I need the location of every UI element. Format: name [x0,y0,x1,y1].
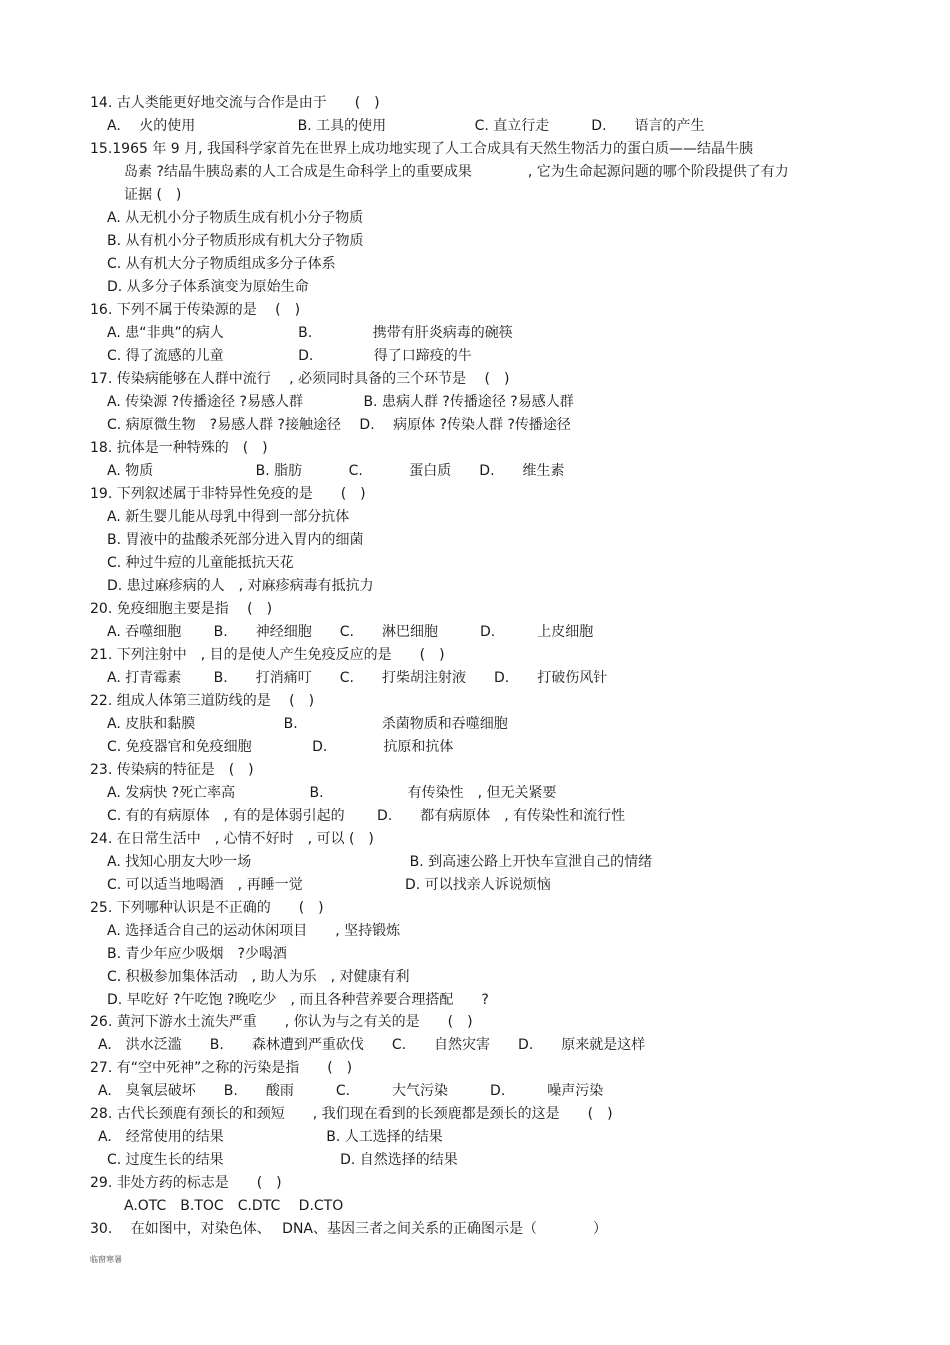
question-19-option-c: C. 种过牛痘的儿童能抵抗天花 [107,555,294,571]
question-23-options-ab: A. 发病快 ?死亡率高 B. 有传染性 , 但无关紧要 [107,785,557,801]
question-16-stem: 16. 下列不属于传染源的是 ( ) [90,302,301,318]
question-26-stem: 26. 黄河下游水土流失严重 , 你认为与之有关的是 ( ) [90,1014,473,1030]
question-17-stem: 17. 传染病能够在人群中流行 , 必须同时具备的三个环节是 ( ) [90,371,510,387]
question-14-options: A. 火的使用 B. 工具的使用 C. 直立行走 D. 语言的产生 [107,118,705,134]
question-23-options-cd: C. 有的有病原体 , 有的是体弱引起的 D. 都有病原体 , 有传染性和流行性 [107,808,626,824]
question-15-stem-2: 岛素 ?结晶牛胰岛素的人工合成是生命科学上的重要成果 , 它为生命起源问题的哪个阶段提供了有力 [124,164,789,180]
question-18-stem: 18. 抗体是一种特殊的 ( ) [90,440,268,456]
question-14-stem: 14. 古人类能更好地交流与合作是由于 ( ) [90,95,380,111]
question-15-stem-1: 15.1965 年 9 月, 我国科学家首先在世界上成功地实现了人工合成具有天然生物活力的蛋白质——结晶牛胰 [90,141,754,157]
question-24-stem: 24. 在日常生活中 , 心情不好时 , 可以 ( ) [90,831,374,847]
question-24-options-cd: C. 可以适当地喝酒 , 再睡一觉 D. 可以找亲人诉说烦恼 [107,877,551,893]
question-29-stem: 29. 非处方药的标志是 ( ) [90,1175,282,1191]
question-26-options: A. 洪水泛滥 B. 森林遭到严重砍伐 C. 自然灾害 D. 原来就是这样 [98,1037,646,1053]
question-20-options: A. 吞噬细胞 B. 神经细胞 C. 淋巴细胞 D. 上皮细胞 [107,624,594,640]
question-27-stem: 27. 有“空中死神”之称的污染是指 ( ) [90,1060,353,1076]
question-25-option-b: B. 青少年应少吸烟 ?少喝酒 [107,946,287,962]
question-25-option-a: A. 选择适合自己的运动休闲项目 , 坚持锻炼 [107,923,401,939]
question-19-option-d: D. 患过麻疹病的人 , 对麻疹病毒有抵抗力 [107,578,374,594]
question-15-option-c: C. 从有机大分子物质组成多分子体系 [107,256,336,272]
question-21-options: A. 打青霉素 B. 打消痛叮 C. 打柴胡注射液 D. 打破伤风针 [107,670,608,686]
question-19-option-b: B. 胃液中的盐酸杀死部分进入胃内的细菌 [107,532,364,548]
question-19-stem: 19. 下列叙述属于非特异性免疫的是 ( ) [90,486,366,502]
question-28-options-ab: A. 经常使用的结果 B. 人工选择的结果 [98,1129,443,1145]
question-29-options: A.OTC B.TOC C.DTC D.CTO [124,1198,344,1214]
question-23-stem: 23. 传染病的特征是 ( ) [90,762,254,778]
question-30-stem: 30. 在如图中，对染色体、 DNA、基因三者之间关系的正确图示是（ ） [90,1221,607,1237]
question-19-option-a: A. 新生婴儿能从母乳中得到一部分抗体 [107,509,350,525]
question-25-stem: 25. 下列哪种认识是不正确的 ( ) [90,900,324,916]
question-16-options-cd: C. 得了流感的儿童 D. 得了口蹄疫的牛 [107,348,472,364]
question-15-option-a: A. 从无机小分子物质生成有机小分子物质 [107,210,364,226]
question-22-options-ab: A. 皮肤和黏膜 B. 杀菌物质和吞噬细胞 [107,716,508,732]
question-15-option-b: B. 从有机小分子物质形成有机大分子物质 [107,233,364,249]
question-17-options-cd: C. 病原微生物 ?易感人群 ?接触途径 D. 病原体 ?传染人群 ?传播途径 [107,417,571,433]
question-28-stem: 28. 古代长颈鹿有颈长的和颈短 , 我们现在看到的长颈鹿都是颈长的这是 ( ) [90,1106,613,1122]
question-21-stem: 21. 下列注射中 , 目的是使人产生免疫反应的是 ( ) [90,647,445,663]
question-18-options: A. 物质 B. 脂肪 C. 蛋白质 D. 维生素 [107,463,565,479]
question-22-options-cd: C. 免疫器官和免疫细胞 D. 抗原和抗体 [107,739,454,755]
question-17-options-ab: A. 传染源 ?传播途径 ?易感人群 B. 患病人群 ?传播途径 ?易感人群 [107,394,574,410]
question-24-options-ab: A. 找知心朋友大吵一场 B. 到高速公路上开快车宣泄自己的情绪 [107,854,653,870]
question-20-stem: 20. 免疫细胞主要是指 ( ) [90,601,273,617]
question-15-stem-3: 证据 ( ) [124,187,182,203]
question-27-options: A. 臭氧层破坏 B. 酸雨 C. 大气污染 D. 噪声污染 [98,1083,604,1099]
question-15-option-d: D. 从多分子体系演变为原始生命 [107,279,309,295]
question-16-options-ab: A. 患“非典”的病人 B. 携带有肝炎病毒的碗筷 [107,325,513,341]
question-25-option-c: C. 积极参加集体活动 , 助人为乐 , 对健康有利 [107,969,410,985]
question-25-option-d: D. 早吃好 ?午吃饱 ?晚吃少 , 而且各种营养要合理搭配 ? [107,992,489,1008]
question-22-stem: 22. 组成人体第三道防线的是 ( ) [90,693,315,709]
question-28-options-cd: C. 过度生长的结果 D. 自然选择的结果 [107,1152,458,1168]
page-footer: 临窗寒暑 [90,1255,122,1264]
